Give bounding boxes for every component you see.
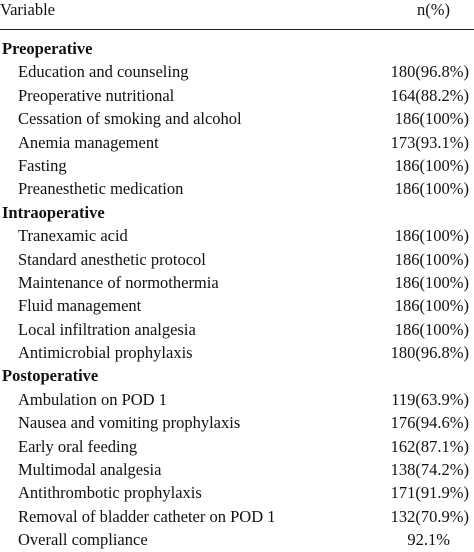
row-value: 186(100%) bbox=[394, 226, 469, 246]
column-header-n-percent: n(%) bbox=[417, 0, 450, 19]
table-row bbox=[0, 154, 474, 177]
section-title: Intraoperative bbox=[2, 202, 105, 222]
row-value: 164(88.2%) bbox=[390, 85, 469, 105]
row-label: Education and counseling bbox=[18, 62, 189, 82]
row-label: Removal of bladder catheter on POD 1 bbox=[18, 506, 276, 526]
row-label: Antimicrobial prophylaxis bbox=[18, 343, 193, 363]
row-value: 162(87.1%) bbox=[390, 436, 469, 456]
table-row bbox=[0, 177, 474, 200]
table-row bbox=[0, 271, 474, 294]
row-value: 119(63.9%) bbox=[391, 389, 469, 409]
table-row bbox=[0, 224, 474, 247]
row-value: 186(100%) bbox=[394, 319, 469, 339]
table-row bbox=[0, 388, 474, 411]
row-label: Preanesthetic medication bbox=[18, 179, 184, 199]
row-value: 92.1% bbox=[407, 530, 450, 550]
column-header-variable: Variable bbox=[0, 0, 55, 19]
row-value: 180(96.8%) bbox=[390, 343, 469, 363]
table-row bbox=[0, 458, 474, 481]
row-label: Multimodal analgesia bbox=[18, 460, 162, 480]
row-label: Preoperative nutritional bbox=[18, 85, 175, 105]
table-header-row bbox=[0, 0, 474, 25]
section-title: Postoperative bbox=[2, 366, 99, 386]
table-row bbox=[0, 481, 474, 504]
row-value: 186(100%) bbox=[394, 272, 469, 292]
row-value: 173(93.1%) bbox=[390, 132, 469, 152]
header-rule bbox=[0, 29, 474, 30]
table-row bbox=[0, 505, 474, 528]
table-row bbox=[0, 84, 474, 107]
row-value: 176(94.6%) bbox=[390, 413, 469, 433]
row-value: 186(100%) bbox=[394, 155, 469, 175]
table-row bbox=[0, 435, 474, 458]
section-row-postoperative bbox=[0, 364, 474, 387]
row-label: Nausea and vomiting prophylaxis bbox=[18, 413, 241, 433]
table-row bbox=[0, 411, 474, 434]
row-value: 186(100%) bbox=[394, 296, 469, 316]
table-row bbox=[0, 107, 474, 130]
row-label: Antithrombotic prophylaxis bbox=[18, 483, 202, 503]
table-row bbox=[0, 341, 474, 364]
row-label: Standard anesthetic protocol bbox=[18, 249, 206, 269]
table-row bbox=[0, 318, 474, 341]
row-label: Ambulation on POD 1 bbox=[18, 389, 167, 409]
row-label: Early oral feeding bbox=[18, 436, 138, 456]
section-title: Preoperative bbox=[2, 39, 93, 58]
row-label: Maintenance of normothermia bbox=[18, 272, 219, 292]
table-row bbox=[0, 248, 474, 271]
row-value: 171(91.9%) bbox=[390, 483, 469, 503]
row-value: 186(100%) bbox=[394, 179, 469, 199]
row-value: 186(100%) bbox=[394, 109, 469, 129]
table-row-overall-compliance bbox=[0, 528, 474, 551]
row-label: Local infiltration analgesia bbox=[18, 319, 196, 339]
row-value: 180(96.8%) bbox=[390, 62, 469, 82]
row-value: 132(70.9%) bbox=[390, 506, 469, 526]
row-label: Cessation of smoking and alcohol bbox=[18, 109, 242, 129]
section-row-intraoperative bbox=[0, 201, 474, 224]
table-row bbox=[0, 294, 474, 317]
row-value: 138(74.2%) bbox=[390, 460, 469, 480]
section-row-preoperative bbox=[0, 37, 474, 60]
row-label: Overall compliance bbox=[18, 530, 148, 550]
row-label: Fluid management bbox=[18, 296, 142, 316]
table-row bbox=[0, 131, 474, 154]
row-label: Tranexamic acid bbox=[18, 226, 128, 246]
row-label: Fasting bbox=[18, 155, 67, 175]
row-value: 186(100%) bbox=[394, 249, 469, 269]
row-label: Anemia management bbox=[18, 132, 159, 152]
table-row bbox=[0, 60, 474, 83]
